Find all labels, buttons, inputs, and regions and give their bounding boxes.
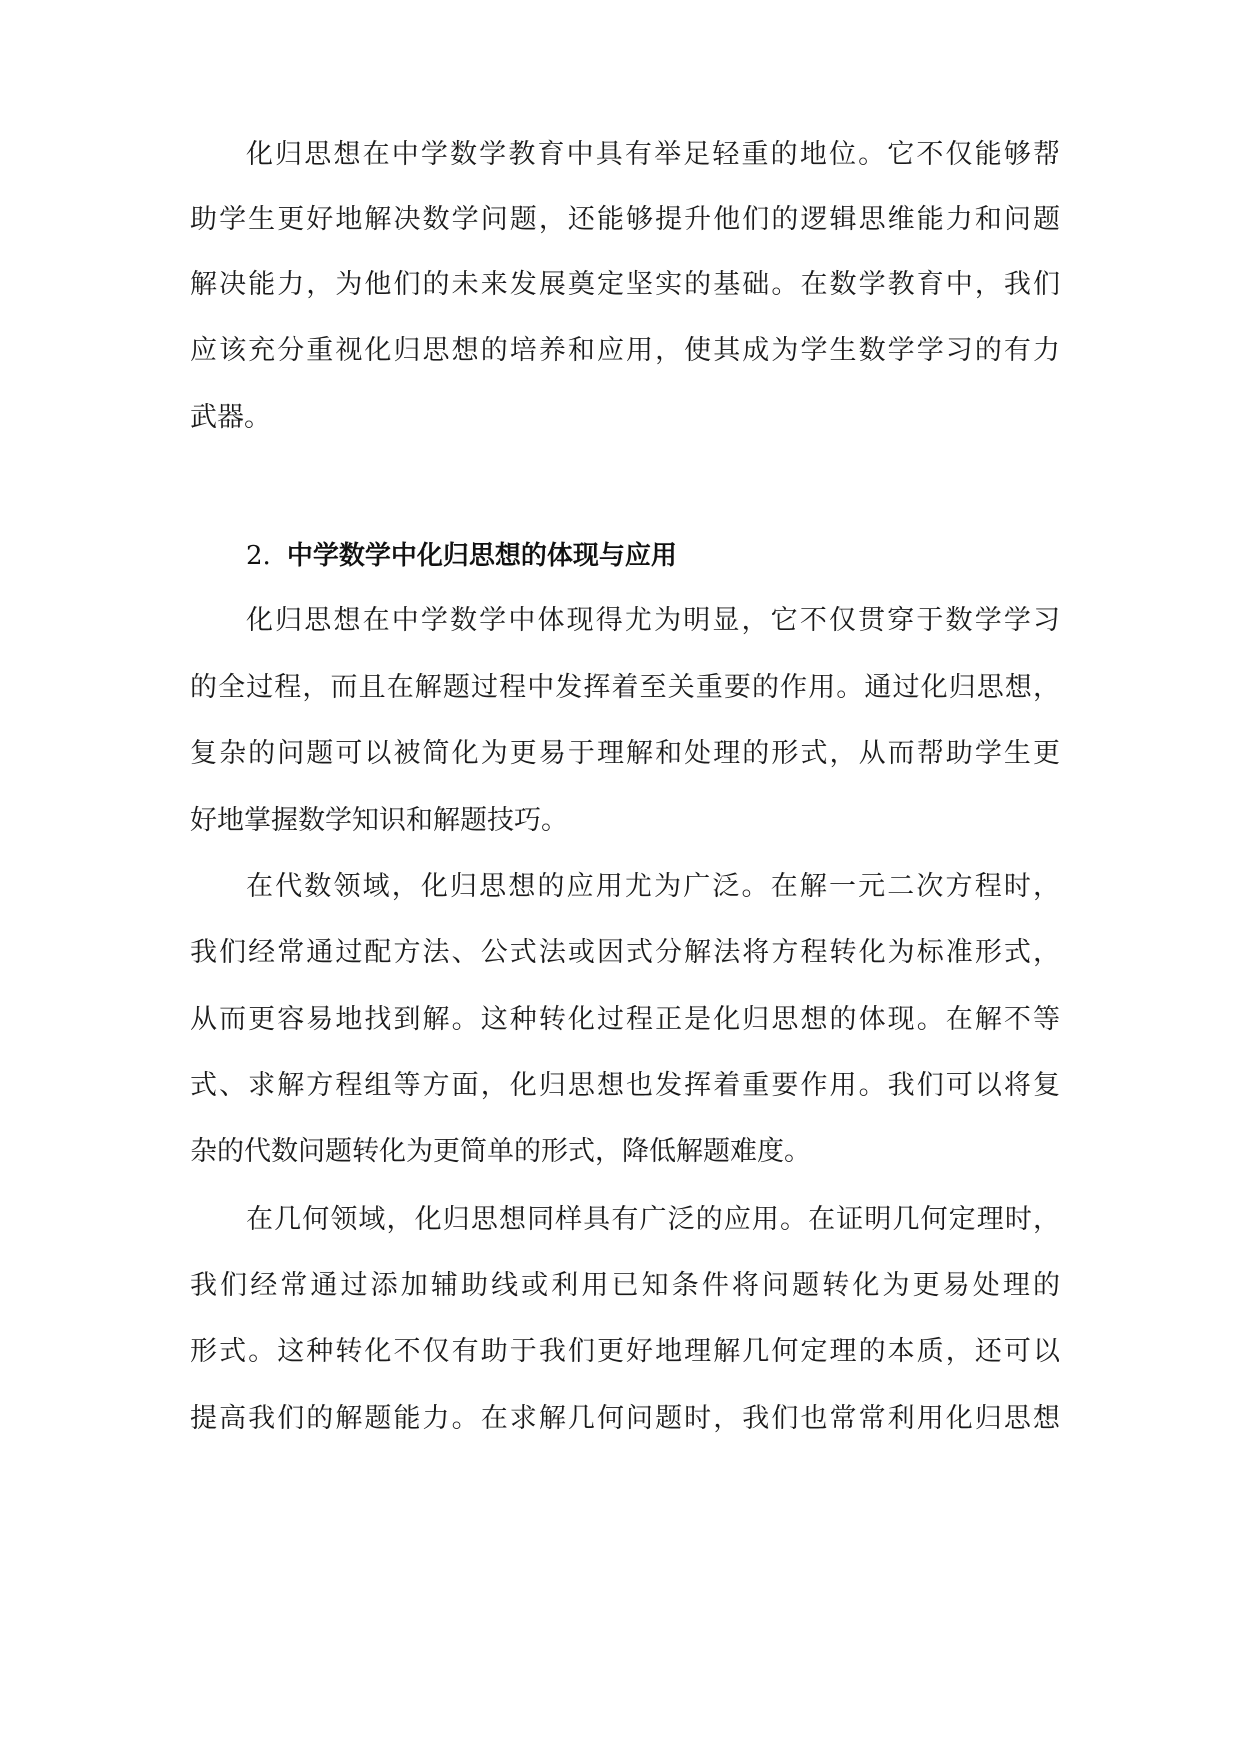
section-title: 中学数学中化归思想的体现与应用: [286, 541, 677, 571]
section-number: 2.: [246, 541, 271, 571]
section-heading: [246, 532, 1060, 580]
paragraph-4-line-4: 提高我们的解题能力。在求解几何问题时，我们也常常利用化归思想: [190, 1403, 1060, 1434]
paragraph-3-line-5: 杂的代数问题转化为更简单的形式，降低解题难度。: [190, 1136, 811, 1167]
paragraph-4-line-2: 我们经常通过添加辅助线或利用已知条件将问题转化为更易处理的: [190, 1270, 1060, 1301]
paragraph-3-line-4: 式、求解方程组等方面，化归思想也发挥着重要作用。我们可以将复: [190, 1070, 1060, 1101]
paragraph-2-line-2: 的全过程，而且在解题过程中发挥着至关重要的作用。通过化归思想，: [190, 672, 1060, 703]
paragraph-2-line-1: 化归思想在中学数学中体现得尤为明显，它不仅贯穿于数学学习: [246, 605, 1060, 636]
paragraph-4-line-1: 在几何领域，化归思想同样具有广泛的应用。在证明几何定理时，: [246, 1204, 1060, 1235]
paragraph-1-line-2: 助学生更好地解决数学问题，还能够提升他们的逻辑思维能力和问题: [190, 204, 1060, 235]
paragraph-1-line-3: 解决能力，为他们的未来发展奠定坚实的基础。在数学教育中，我们: [190, 269, 1060, 300]
paragraph-3-line-2: 我们经常通过配方法、公式法或因式分解法将方程转化为标准形式，: [190, 937, 1060, 968]
paragraph-4-line-3: 形式。这种转化不仅有助于我们更好地理解几何定理的本质，还可以: [190, 1336, 1060, 1367]
paragraph-1-line-1: 化归思想在中学数学教育中具有举足轻重的地位。它不仅能够帮: [246, 139, 1060, 170]
paragraph-1-line-5: 武器。: [190, 402, 271, 433]
paragraph-1-line-4: 应该充分重视化归思想的培养和应用，使其成为学生数学学习的有力: [190, 335, 1060, 366]
paragraph-2-line-4: 好地掌握数学知识和解题技巧。: [190, 805, 568, 836]
paragraph-3-line-1: 在代数领域，化归思想的应用尤为广泛。在解一元二次方程时，: [246, 871, 1060, 902]
paragraph-3-line-3: 从而更容易地找到解。这种转化过程正是化归思想的体现。在解不等: [190, 1004, 1060, 1035]
paragraph-2-line-3: 复杂的问题可以被简化为更易于理解和处理的形式，从而帮助学生更: [190, 738, 1060, 769]
